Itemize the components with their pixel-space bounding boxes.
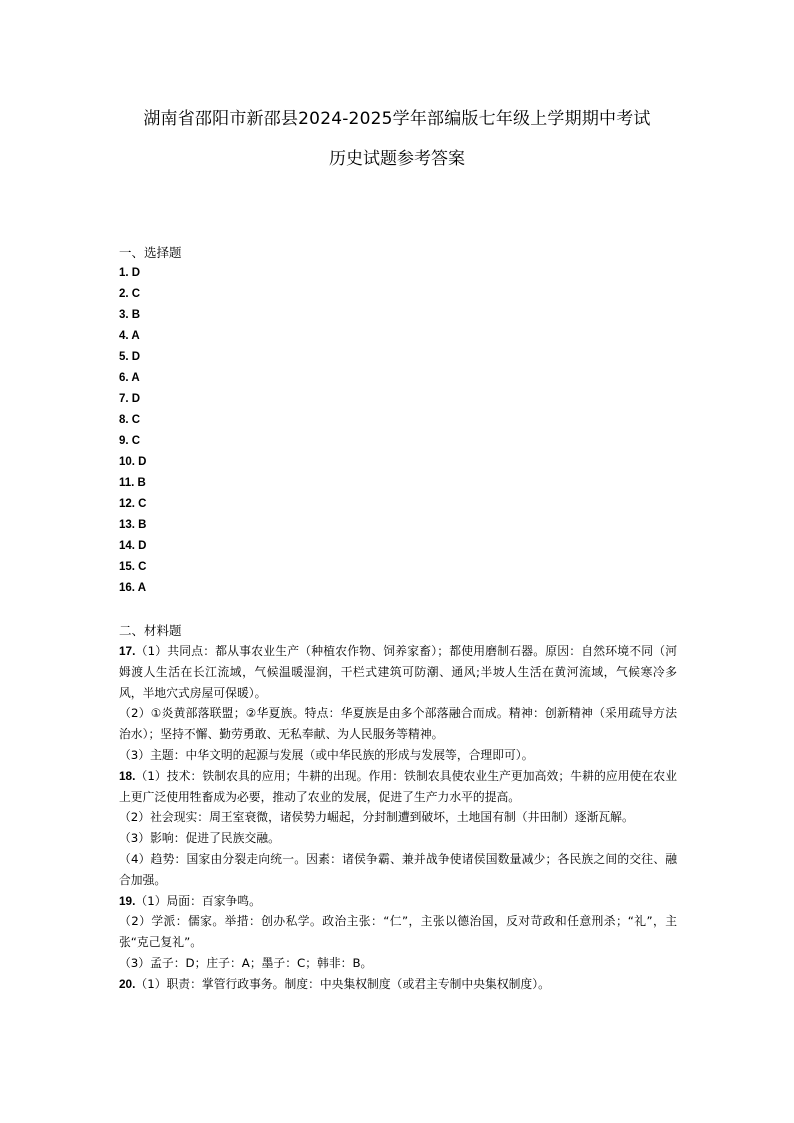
choice-answer: 7. D — [119, 393, 141, 405]
question-number: 19. — [119, 893, 136, 908]
answer-paragraph: （3）主题：中华文明的起源与发展（或中华民族的形成与发展等，合理即可）。 — [119, 747, 534, 762]
answer-paragraph: （2）学派：儒家。举措：创办私学。政治主张：“仁”，主张以德治国，反对苛政和任意刑杀；“礼”，主张“克己复礼”。 — [119, 914, 677, 950]
answer-paragraph: （2）社会现实：周王室衰微，诸侯势力崛起，分封制遭到破坏，土地国有制（井田制）逐渐瓦解。 — [119, 810, 634, 825]
choice-answer: 6. A — [119, 372, 140, 384]
answer-text: （1）局面：百家争鸣。 — [135, 893, 261, 908]
choice-answer: 8. C — [119, 414, 141, 426]
answer-paragraph — [119, 891, 677, 912]
choice-answer: 16. A — [119, 582, 147, 594]
choice-answer: 4. A — [119, 330, 140, 342]
choice-answer: 2. C — [119, 288, 141, 300]
answer-paragraph — [119, 766, 677, 808]
choice-answer: 3. B — [119, 309, 141, 321]
answer-paragraph: （4）趋势：国家由分裂走向统一。因素：诸侯争霸、兼并战争使诸侯国数量减少；各民族之间的交往、融合加强。 — [119, 851, 677, 887]
choice-answer: 5. D — [119, 351, 141, 363]
choice-answer: 9. C — [119, 435, 141, 447]
answer-text: （1）职责：掌管行政事务。制度：中央集权制度（或君主专制中央集权制度）。 — [135, 976, 550, 991]
answer-text: （1）技术：铁制农具的应用；牛耕的出现。作用：铁制农具使农业生产更加高效；牛耕的应用使在农业上更广泛使用牲畜成为必要，推动了农业的发展，促进了生产力水平的提高。 — [119, 768, 677, 804]
choice-answer-list — [119, 263, 677, 599]
document-title: 湖南省邵阳市新邵县2024-2025学年部编版七年级上学期期中考试 — [143, 109, 651, 129]
choice-answer: 14. D — [119, 540, 147, 552]
answer-paragraph: （2）①炎黄部落联盟；②华夏族。特点：华夏族是由多个部落融合而成。精神：创新精神（采用疏导方法治水）；坚持不懈、勤劳勇敢、无私奉献、为人民服务等精神。 — [119, 706, 677, 742]
question-number: 20. — [119, 976, 136, 991]
section-spacer — [119, 599, 677, 620]
choice-answer: 15. C — [119, 561, 147, 573]
question-number: 18. — [119, 768, 136, 783]
document-subtitle: 历史试题参考答案 — [329, 149, 465, 169]
section-heading-material: 二、材料题 — [119, 623, 182, 638]
answer-paragraph: （3）影响：促进了民族交融。 — [119, 831, 280, 846]
question-number: 17. — [119, 644, 136, 658]
choice-answer: 10. D — [119, 456, 147, 468]
answer-paragraph: （3）孟子：D；庄子：A；墨子：C；韩非：B。 — [119, 955, 373, 970]
section-heading-choice: 一、选择题 — [119, 245, 182, 260]
choice-answer: 13. B — [119, 519, 147, 531]
answer-paragraph — [119, 974, 677, 995]
question-17 — [119, 641, 677, 766]
choice-answer: 12. C — [119, 498, 147, 510]
answer-paragraph — [119, 641, 677, 703]
choice-answer: 11. B — [119, 477, 146, 489]
choice-answer: 1. D — [119, 267, 141, 279]
question-19 — [119, 891, 677, 974]
question-20 — [119, 974, 677, 995]
question-18 — [119, 766, 677, 891]
document-body — [119, 242, 677, 995]
answer-text: （1）共同点：都从事农业生产（种植农作物、饲养家畜）；都使用磨制石器。原因：自然环境不同（河姆渡人生活在长江流域，气候温暖湿润，干栏式建筑可防潮、通风;半坡人生活在黄河流域，气候寒冷多风，半地穴式房屋可保暖）。 — [119, 644, 677, 700]
